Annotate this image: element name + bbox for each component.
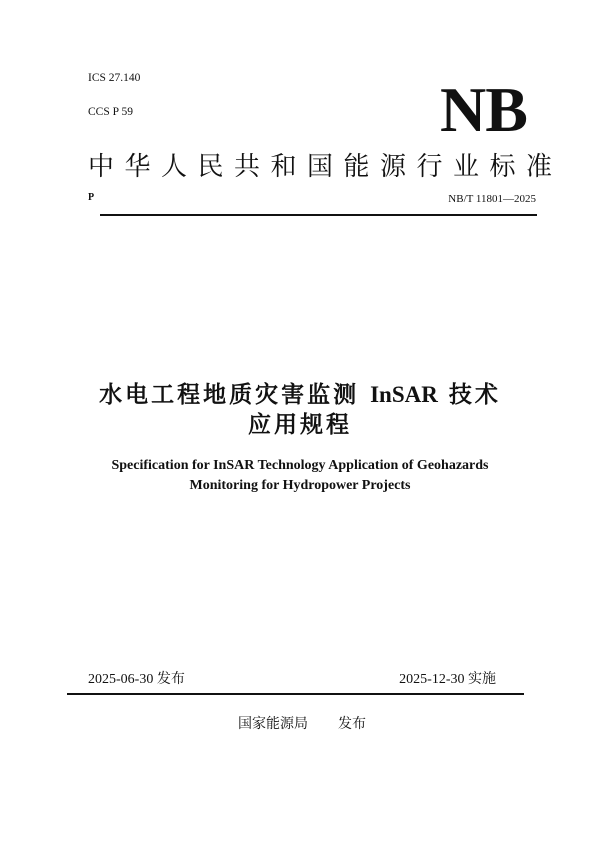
issue-date: 2025-06-30 发布	[88, 672, 185, 687]
title-cn-latin: InSAR	[370, 382, 438, 407]
standard-category-title: 中华人民共和国能源行业标准	[88, 152, 563, 182]
implementation-date: 2025-12-30 实施	[399, 672, 496, 687]
ccs-code: CCS P 59	[88, 106, 133, 118]
title-cn-part2: 技术	[448, 382, 501, 408]
classification-code: P	[88, 192, 95, 203]
publish-label: 发布	[338, 716, 366, 732]
title-cn-line2: 应用规程	[248, 412, 352, 438]
title-en-line2: Monitoring for Hydropower Projects	[189, 478, 411, 493]
title-cn-part1: 水电工程地质灾害监测	[99, 382, 360, 408]
footer-divider	[67, 693, 524, 695]
nb-logo: NB	[440, 74, 527, 145]
ics-code: ICS 27.140	[88, 72, 141, 84]
publisher-line	[238, 713, 366, 733]
standard-number: NB/T 11801—2025	[448, 193, 536, 205]
title-cn-line1	[0, 383, 600, 407]
header-divider	[100, 214, 537, 216]
title-en-line1: Specification for InSAR Technology Application of Geohazards	[111, 458, 489, 473]
publisher-name: 国家能源局	[238, 716, 308, 732]
